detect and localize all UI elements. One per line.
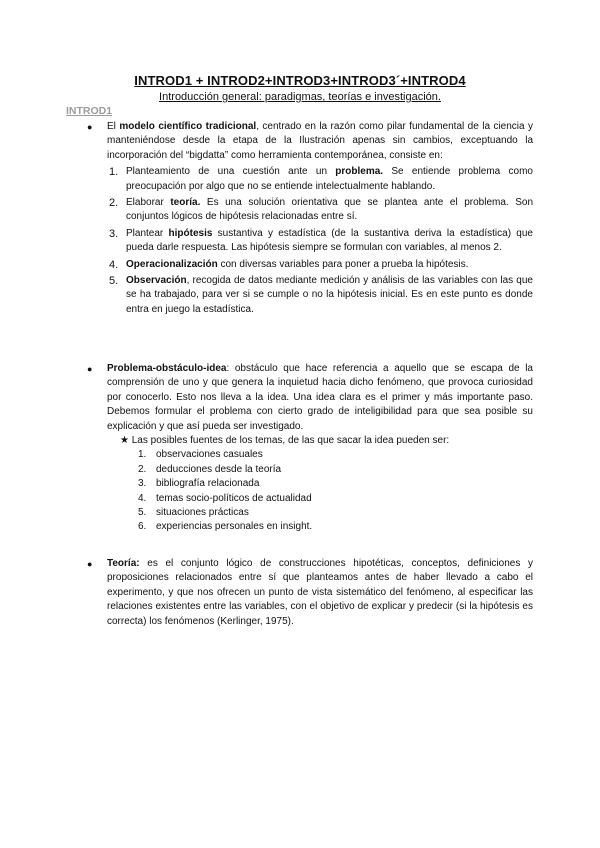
document-subtitle: Introducción general: paradigmas, teorías e investigación. (159, 91, 441, 103)
list-item (107, 258, 533, 272)
text-run: experiencias personales en insight. (156, 521, 313, 533)
list-item (107, 274, 533, 317)
item-number: 5. (138, 507, 147, 519)
item-number: 6. (138, 521, 147, 533)
list-item (107, 165, 533, 194)
item-number: 1. (109, 166, 119, 179)
document-title: INTROD1 + INTROD2+INTROD3+INTROD3´+INTROD4 (134, 73, 466, 88)
text-run: es el conjunto lógico de construcciones hipotéticas, conceptos, definiciones y proposiciones relacionados entre sí que planteamos antes de haber llevado a cabo el experimento, y que nos ofrecen un punto de vista sistemático del fenómeno, al especificar las relaciones existentes entre las variables, con el objetivo de explicar y predecir (si la hipótesis es correcta) los fenómenos (Kerlinger, 1975). (107, 558, 533, 627)
text-run: Elaborar (126, 197, 171, 209)
text-run: deducciones desde la teoría (156, 463, 282, 475)
item-number: 4. (109, 258, 119, 271)
list-item (138, 448, 533, 462)
list-item (138, 492, 533, 506)
text-run: observaciones casuales (156, 449, 263, 461)
bold-term: Observación (126, 275, 187, 287)
numbered-list (107, 165, 533, 317)
item-number: 3. (109, 227, 119, 240)
bullet-paragraph (107, 362, 533, 434)
list-item (138, 506, 533, 520)
bullet-problem-idea (88, 362, 533, 535)
text-run: sustantiva y estadística (de la sustantiva deriva la estadística) que pueda darle respuesta. Las hipótesis siempre se formulan con variables, al menos 2. (126, 227, 533, 254)
bullet-icon: ● (87, 122, 93, 132)
text-run: : obstáculo que hace referencia a aquello que se escapa de la comprensión de uno y que genera la inquietud hacia dicho fenómeno, que provoca curiosidad por conocerlo. Esto nos lleva a la idea. Una idea clara es el primer y más importante paso. Debemos formular el problema con cierto grado de inteligibilidad para que sea posible su explicación y que así pueda ser investigado. (107, 363, 533, 432)
bold-term: problema. (335, 166, 384, 178)
bold-term: Teoría: (107, 558, 140, 569)
list-item (138, 520, 533, 534)
text-run: temas socio-políticos de actualidad (156, 492, 312, 504)
list-item (107, 227, 533, 256)
bold-term: Operacionalización (126, 258, 218, 270)
list-item (138, 463, 533, 477)
item-number: 1. (138, 449, 147, 461)
text-run: Se entiende problema como preocupación por algo que no se entiende intelectualmente hablando. (126, 166, 533, 192)
bold-term: teoría. (170, 197, 201, 209)
text-run: con diversas variables para poner a prueba la hipótesis. (217, 258, 469, 270)
section-label: INTROD1 (66, 105, 113, 117)
text-run: Plantear (126, 227, 169, 239)
text-run: , recogida de datos mediante medición y análisis de las variables con las que se ha trabajado, para ver si se cumple o no la hipótesis inicial. Es en este punto es donde entra en juego la estadística. (126, 275, 533, 315)
bold-term: Problema-obstáculo-idea (107, 363, 227, 374)
item-number: 2. (138, 463, 147, 475)
text-run: Es una solución orientativa que se plantea ante el problema. Son conjuntos lógicos de hipótesis relacionadas entre sí. (126, 197, 533, 223)
bold-term: hipótesis (168, 227, 213, 239)
text-run: El (107, 121, 120, 132)
item-number: 4. (138, 492, 147, 504)
bullet-paragraph (107, 120, 533, 163)
item-number: 3. (138, 478, 147, 490)
list-item (107, 196, 533, 225)
bullet-icon: ● (87, 559, 93, 569)
text-run: , centrado en la razón como pilar fundamental de la ciencia y manteniéndose desde la etapa de la Ilustración apenas sin cambios, exceptuando la incorporación del “bigdatta” como herramienta contemporánea, consiste en: (107, 121, 534, 161)
bullet-theory (88, 557, 533, 629)
item-number: 5. (109, 275, 119, 288)
item-number: 2. (109, 197, 119, 210)
list-item (138, 477, 533, 491)
text-run: bibliografía relacionada (156, 478, 260, 490)
text-run: situaciones prácticas (156, 507, 249, 519)
star-icon: ★ (120, 435, 129, 447)
bullet-paragraph (107, 557, 533, 629)
text-run: Planteamiento de una cuestión ante un (126, 166, 336, 178)
bold-term: modelo científico tradicional (119, 121, 257, 132)
bullet-scientific-model (88, 120, 533, 319)
text-run: Las posibles fuentes de los temas, de las que sacar la idea pueden ser: (131, 435, 450, 447)
star-line (120, 434, 533, 448)
bullet-icon: ● (87, 364, 93, 374)
sources-list (138, 448, 533, 534)
